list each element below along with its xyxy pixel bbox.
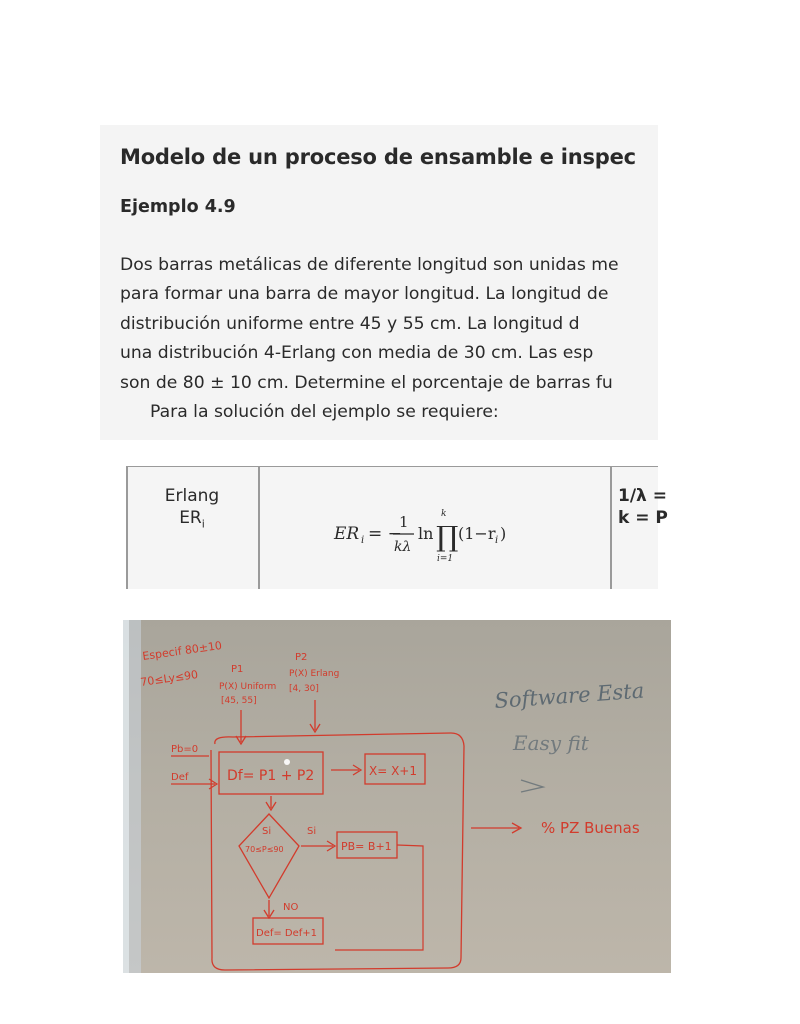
distribution-name-cell xyxy=(126,485,258,535)
formula-ln: ln xyxy=(418,524,434,543)
paragraph-line: una distribución 4-Erlang con media de 30 cm. Las esp xyxy=(120,343,594,364)
section-title: Modelo de un proceso de ensamble e inspec xyxy=(120,145,636,169)
process-box-label: Df= P1 + P2 xyxy=(227,768,315,784)
p2-distribution: P(X) Erlang xyxy=(289,669,340,679)
whiteboard-drawing xyxy=(123,620,671,973)
erlang-formula xyxy=(334,503,534,577)
def-initial: Def xyxy=(171,772,189,783)
decision-condition: 70≤P≤90 xyxy=(245,845,284,854)
table-divider xyxy=(610,467,612,589)
parameter-k: k = P xyxy=(618,508,668,528)
p2-range: [4, 30] xyxy=(289,684,319,694)
pb-initial: Pb=0 xyxy=(171,744,199,755)
product-lower-limit: i=1 xyxy=(437,554,454,564)
textbook-excerpt xyxy=(100,125,658,440)
example-title: Ejemplo 4.9 xyxy=(120,197,236,217)
table-divider xyxy=(258,467,260,589)
parameter-lambda: 1/λ = xyxy=(618,486,667,506)
formula-factor: (1−r xyxy=(458,524,496,543)
formula-denominator: kλ xyxy=(394,539,412,555)
paragraph-line: distribución uniforme entre 45 y 55 cm. La longitud d xyxy=(120,313,580,334)
formula-lhs-sub: i xyxy=(361,535,365,546)
no-label: NO xyxy=(283,902,299,913)
product-upper-limit: k xyxy=(441,509,447,519)
def-box-label: Def= Def+1 xyxy=(256,928,318,939)
paragraph-line: Para la solución del ejemplo se requiere: xyxy=(150,402,499,423)
software-note: Software Esta xyxy=(493,678,645,713)
formula-close: ) xyxy=(500,524,507,543)
easyfit-note: Easy fit xyxy=(513,731,589,755)
result-percent-good: % PZ Buenas xyxy=(541,819,640,837)
whiteboard-photo xyxy=(123,620,671,973)
example-paragraph xyxy=(120,251,800,427)
formula-equals: = − xyxy=(368,524,402,544)
formula-factor-sub: i xyxy=(495,535,499,546)
formula-numerator: 1 xyxy=(399,513,409,531)
parameter-cell xyxy=(618,485,668,529)
decision-si: Si xyxy=(262,826,272,837)
paragraph-line: Dos barras metálicas de diferente longitud son unidas me xyxy=(120,255,619,275)
distribution-name: Erlang xyxy=(164,486,220,506)
spec-range-note: 70≤Ly≤90 xyxy=(139,668,199,689)
variable-name: $ER_i$ xyxy=(179,508,205,531)
p1-range: [45, 55] xyxy=(221,696,257,706)
paragraph-line: para formar una barra de mayor longitud. La longitud de xyxy=(120,284,609,305)
product-symbol: ∏ xyxy=(436,520,459,553)
spec-note: Especif 80±10 xyxy=(141,638,223,663)
pb-box-label: PB= B+1 xyxy=(341,840,392,853)
p1-label: P1 xyxy=(231,664,244,675)
erlang-formula-table xyxy=(126,466,668,589)
yes-label: Si xyxy=(307,826,317,837)
formula-lhs: ER xyxy=(334,524,360,544)
paragraph-line: son de 80 ± 10 cm. Determine el porcentaje de barras fu xyxy=(120,372,613,393)
counter-box-label: X= X+1 xyxy=(369,764,417,778)
p1-distribution: P(X) Uniform xyxy=(219,682,277,692)
p2-label: P2 xyxy=(295,652,308,663)
